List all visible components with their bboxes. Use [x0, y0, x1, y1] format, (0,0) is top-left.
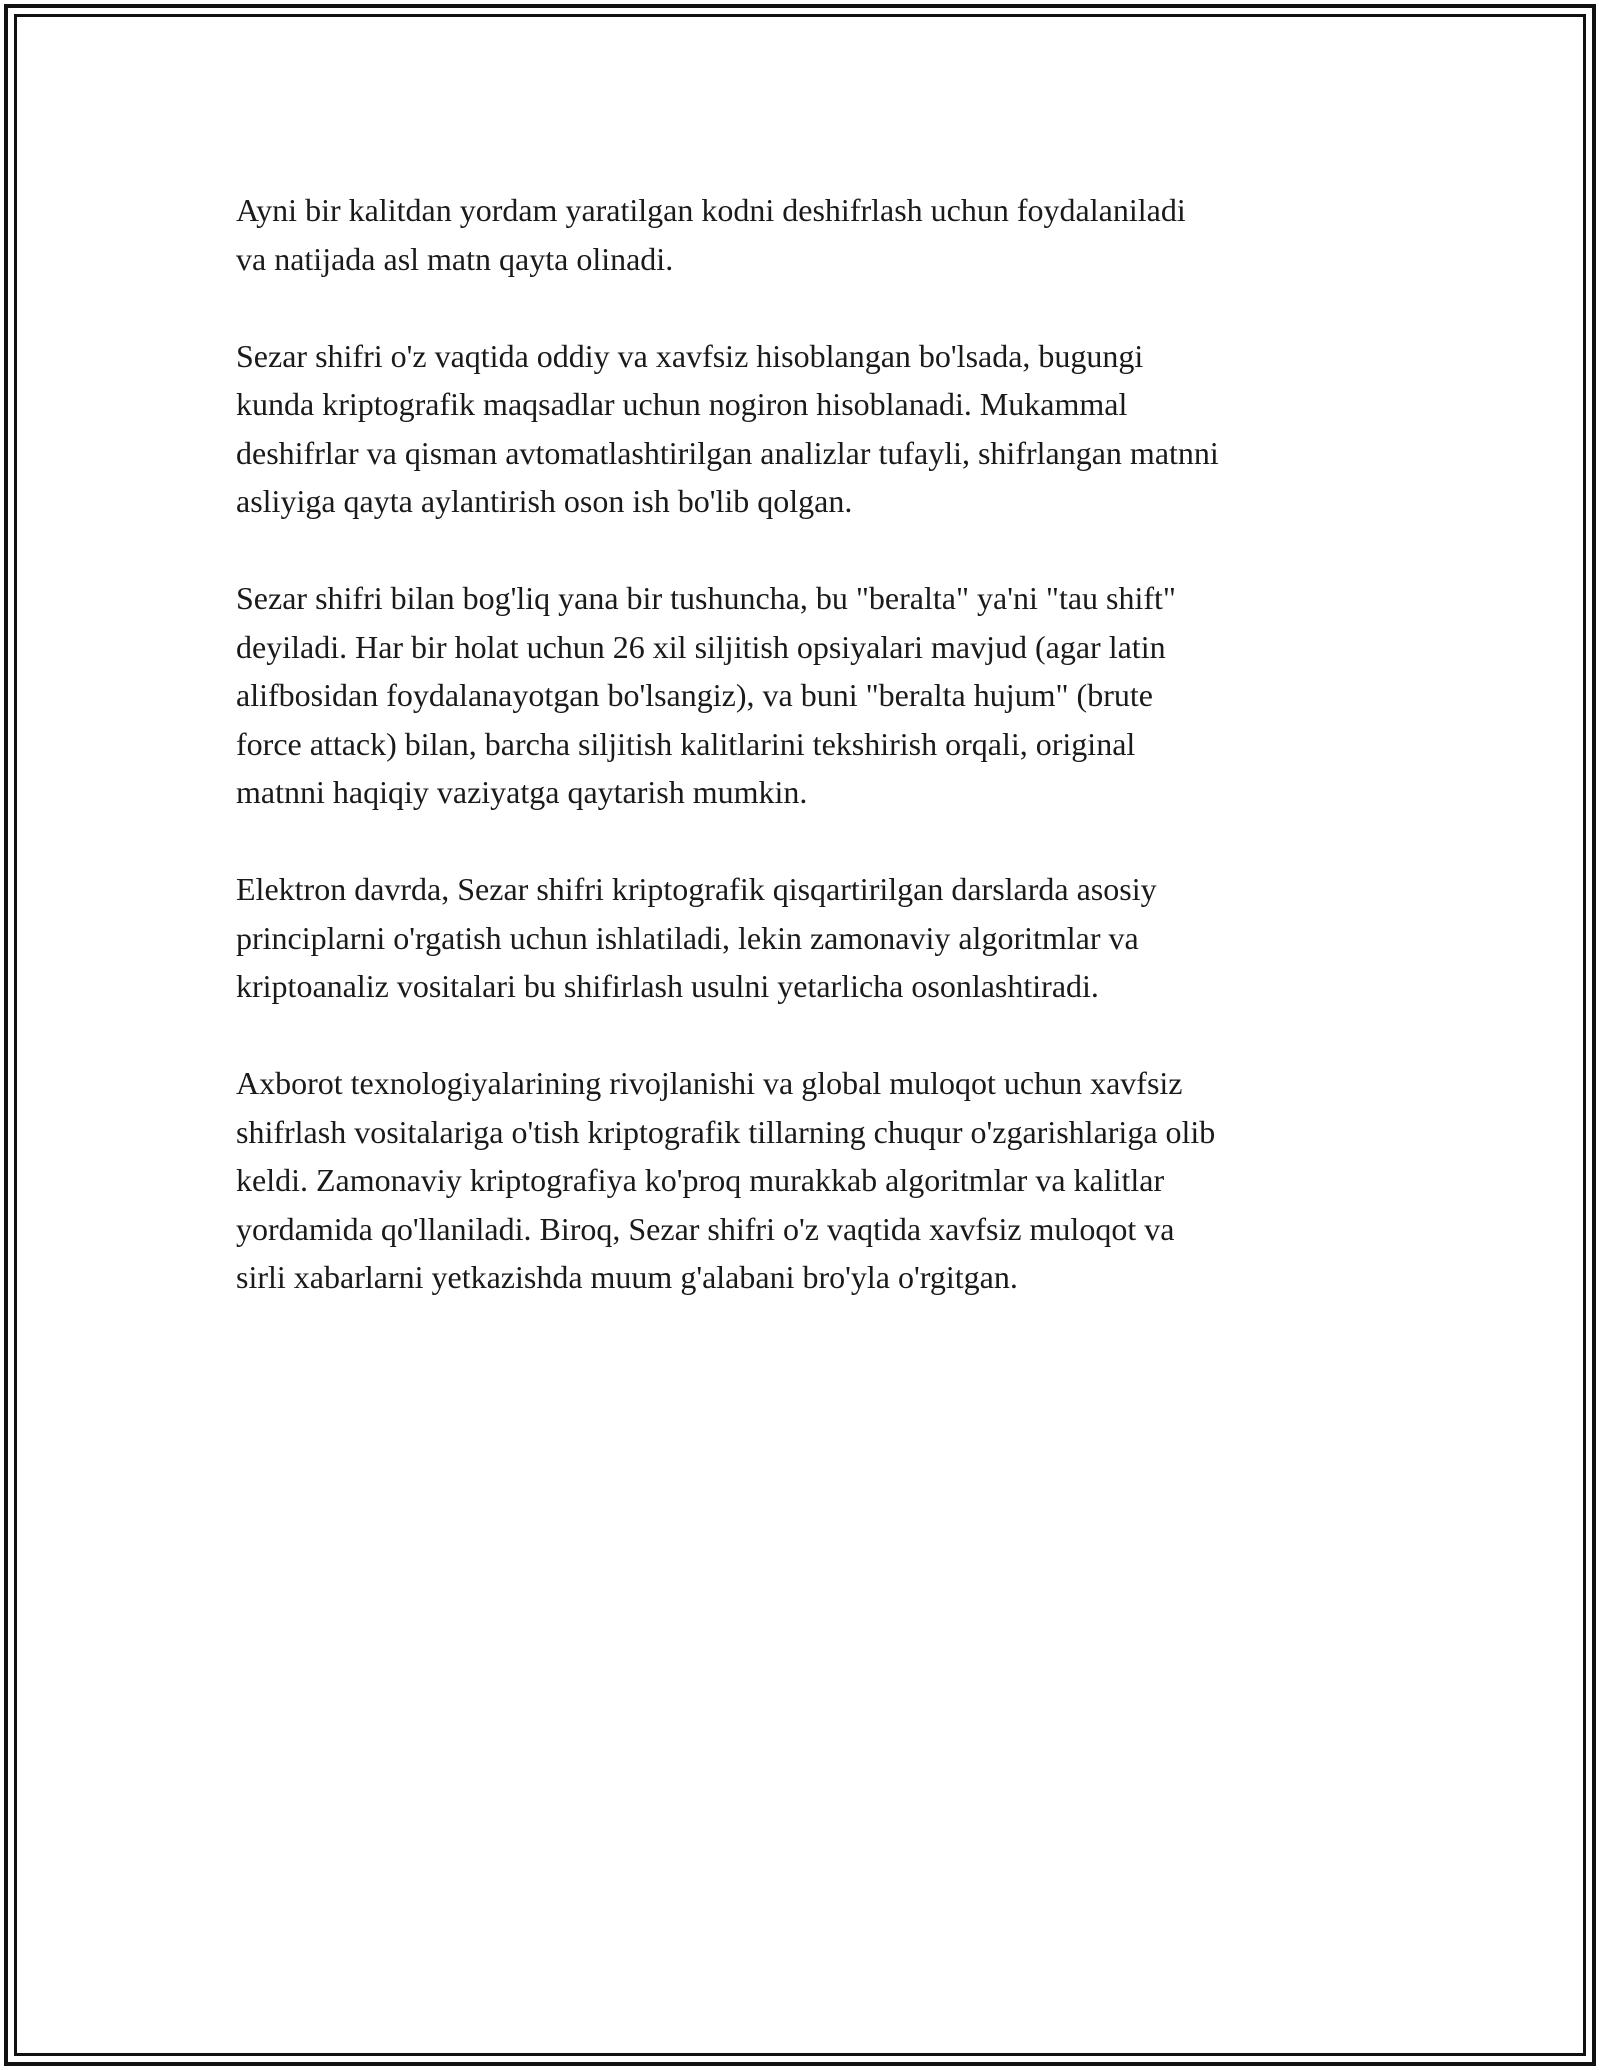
paragraph-1: Ayni bir kalitdan yordam yaratilgan kodni deshifrlash uchun foydalaniladi va natijada asl matn qayta olinadi.	[236, 192, 1186, 277]
paragraph-4: Elektron davrda, Sezar shifri kriptografik qisqartirilgan darslarda asosiy principlarni o'rgatish uchun ishlatiladi, lekin zamonaviy algoritmlar va kriptoanaliz vositalari bu shifirlash usulni yetarlicha osonlashtiradi.	[236, 871, 1157, 1004]
document-body	[236, 186, 1376, 1350]
paragraph-5: Axborot texnologiyalarining rivojlanishi va global muloqot uchun xavfsiz shifrlash vositalariga o'tish kriptografik tillarning chuqur o'zgarishlariga olib keldi. Zamonaviy kriptografiya ko'proq murakkab algoritmlar va kalitlar yordamida qo'llaniladi. Biroq, Sezar shifri o'z vaqtida xavfsiz muloqot va sirli xabarlarni yetkazishda muum g'alabani bro'yla o'rgitgan.	[236, 1065, 1216, 1295]
paragraph-2: Sezar shifri o'z vaqtida oddiy va xavfsiz hisoblangan bo'lsada, bugungi kunda kriptografik maqsadlar uchun nogiron hisoblanadi. Mukammal deshifrlar va qisman avtomatlashtirilgan analizlar tufayli, shifrlangan matnni asliyiga qayta aylantirish oson ish bo'lib qolgan.	[236, 337, 1219, 519]
paragraph-3: Sezar shifri bilan bog'liq yana bir tushuncha, bu "beralta" ya'ni "tau shift" deyiladi. Har bir holat uchun 26 xil siljitish opsiyalari mavjud (agar latin alifbosidan foydalanayotgan bo'lsangiz), va buni "beralta hujum" (brute force attack) bilan, barcha siljitish kalitlarini tekshirish orqali, original matnni haqiqiy vaziyatga qaytarish mumkin.	[236, 580, 1176, 810]
